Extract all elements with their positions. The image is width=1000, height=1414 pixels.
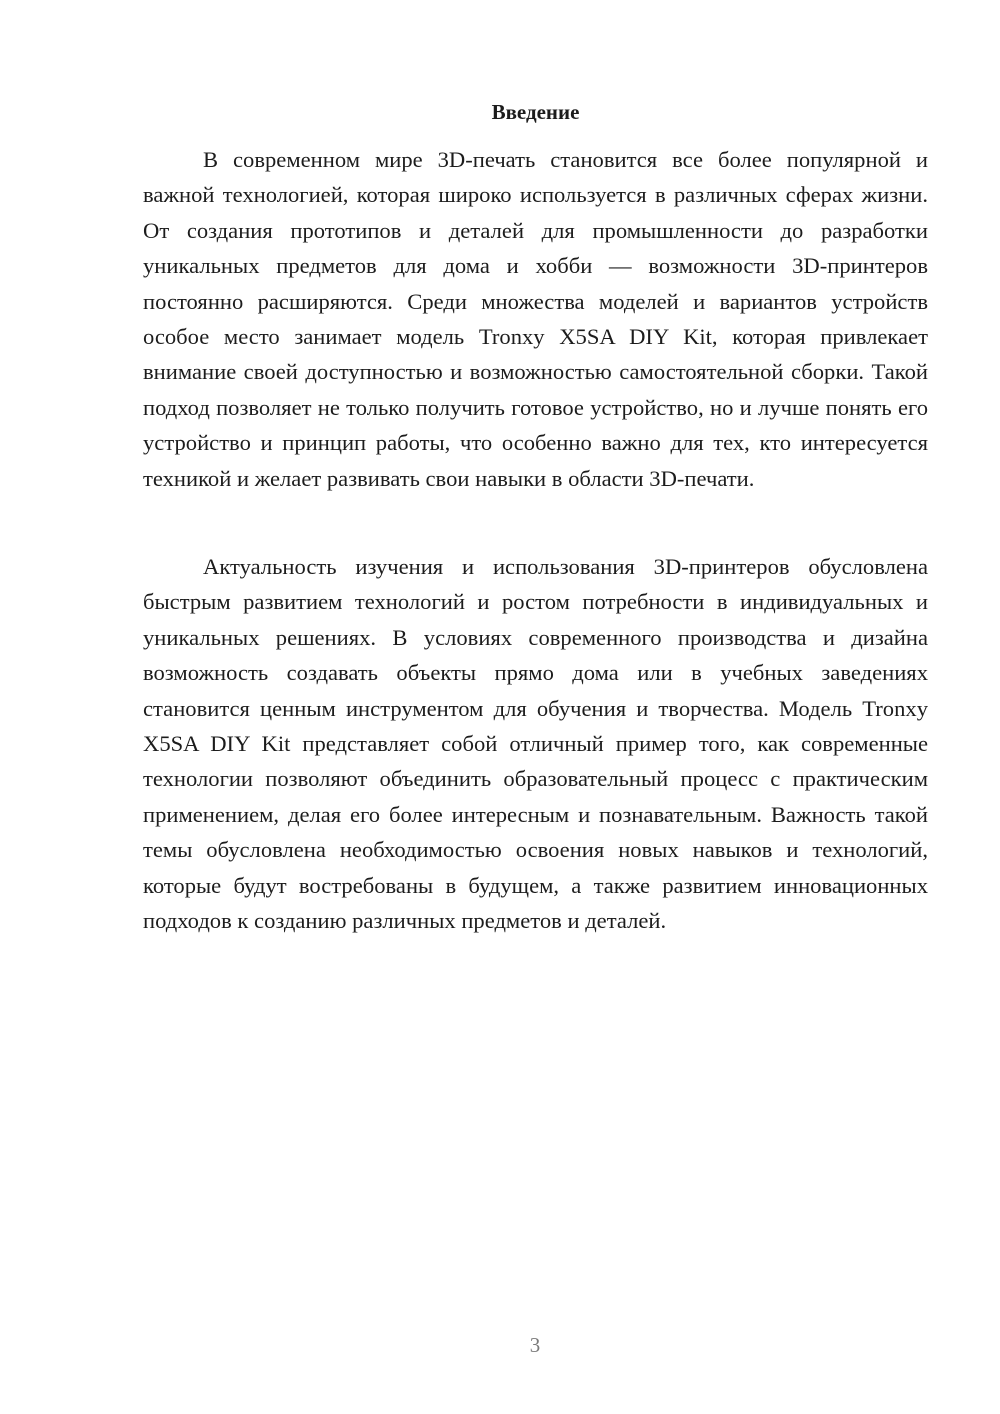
paragraph-block-2 (143, 549, 928, 938)
paragraph: В современном мире 3D-печать становится все более популярной и важной технологией, которая широко используется в различных сферах жизни. От создания прототипов и деталей для промышленности до разработки уникальных предметов для дома и хобби — возможности 3D-принтеров постоянно расширяются. Среди множества моделей и вариантов устройств особое место занимает модель Tronxy X5SA DIY Kit, которая привлекает внимание своей доступностью и возможностью самостоятельной сборки. Такой подход позволяет не только получить готовое устройство, но и лучше понять его устройство и принцип работы, что особенно важно для тех, кто интересуется техникой и желает развивать свои навыки в области 3D-печати. (143, 147, 928, 491)
section-heading: Введение (491, 100, 580, 124)
page-number: 3 (529, 1333, 541, 1357)
paragraph: Актуальность изучения и использования 3D-принтеров обусловлена быстрым развитием технологий и ростом потребности в индивидуальных и уникальных решениях. В условиях современного производства и дизайна возможность создавать объекты прямо дома или в учебных заведениях становится ценным инструментом для обучения и творчества. Модель Tronxy X5SA DIY Kit представляет собой отличный пример того, как современные технологии позволяют объединить образовательный процесс с практическим применением, делая его более интересным и познавательным. Важность такой темы обусловлена необходимостью освоения новых навыков и технологий, которые будут востребованы в будущем, а также развитием инновационных подходов к созданию различных предметов и деталей. (143, 554, 928, 934)
paragraph-block-1 (143, 142, 928, 496)
